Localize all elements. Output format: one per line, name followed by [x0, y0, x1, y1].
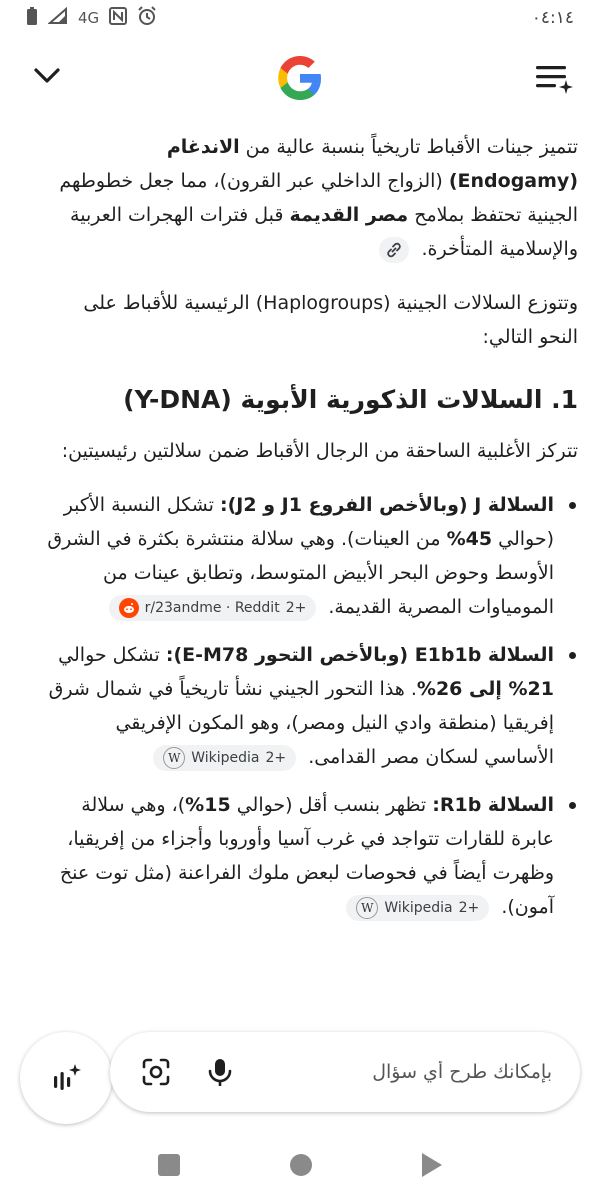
search-bar: [110, 1032, 580, 1112]
ai-menu-button[interactable]: [534, 60, 574, 96]
header: [0, 40, 600, 112]
status-bar: [0, 0, 600, 36]
sparkle-list-icon: [534, 60, 574, 96]
search-input[interactable]: [240, 1060, 554, 1084]
back-button[interactable]: [422, 1153, 442, 1177]
sparkle-bars-icon: [50, 1062, 82, 1094]
haplogroup-list: [44, 488, 578, 924]
haplogroups-paragraph: وتتوزع السلالات الجينية (Haplogroups) الرئيسية للأقباط على النحو التالي:: [83, 292, 578, 348]
system-nav-bar: [0, 1130, 600, 1200]
voice-search-button[interactable]: [200, 1052, 240, 1092]
source-chip[interactable]: [346, 895, 489, 921]
chevron-down-icon: [30, 58, 64, 92]
source-chip[interactable]: [153, 745, 296, 771]
ai-mode-button[interactable]: [20, 1032, 112, 1124]
source-name: Wikipedia: [191, 749, 260, 766]
network-type: 4G: [78, 9, 100, 27]
nfc-icon: [109, 7, 127, 29]
bottom-bar: [0, 1010, 600, 1130]
reddit-icon: [119, 598, 139, 618]
list-item: السلالة R1b: تظهر بنسب أقل (حوالي 15%)، وهي سلالة عابرة للقارات تتواجد في غرب آسيا وأوروبا وأجزاء من إفريقيا، وظهرت أيضاً في فحوصات لبعض ملوك الفراعنة (مثل توت عنخ آمون). W Wikipedia 2+: [44, 788, 554, 924]
source-count: 2+: [285, 599, 307, 616]
list-item: السلالة J (وبالأخص الفروع J1 و J2): تشكل النسبة الأكبر (حوالي 45% من العينات). وهي سلالة منتشرة بكثرة في الشرق الأوسط وحوض البحر الأبيض المتوسط، وتطابق عينات من المومياوات المصرية القديمة. r/23andme · Reddit 2+: [44, 488, 554, 624]
ai-answer: [44, 130, 578, 938]
status-icons: [26, 6, 157, 30]
microphone-icon: [207, 1057, 233, 1087]
collapse-button[interactable]: [30, 58, 64, 92]
section-intro: تتركز الأغلبية الساحقة من الرجال الأقباط ضمن سلالتين رئيسيتين:: [61, 440, 578, 462]
source-chip[interactable]: [109, 595, 317, 621]
lens-button[interactable]: [136, 1052, 176, 1092]
link-icon: [385, 241, 403, 259]
source-link-button[interactable]: [379, 237, 409, 263]
wikipedia-icon: W: [163, 747, 185, 769]
source-count: 2+: [265, 749, 287, 766]
camera-lens-icon: [141, 1057, 171, 1087]
section-title: 1. السلالات الذكورية الأبوية (Y-DNA): [123, 385, 578, 414]
intro-paragraph: تتميز جينات الأقباط تاريخياً بنسبة عالية من الاندغام (Endogamy) (الزواج الداخلي عبر القرون)، مما جعل خطوطهم الجينية تحتفظ بملامح مصر القديمة قبل فترات الهجرات العربية والإسلامية المتأخرة.: [44, 130, 578, 266]
source-name: r/23andme · Reddit: [144, 599, 280, 616]
signal-icon: [48, 7, 68, 29]
home-button[interactable]: [290, 1154, 312, 1176]
clock: ٠٤:١٤: [531, 8, 574, 28]
wikipedia-icon: W: [356, 897, 378, 919]
source-count: 2+: [458, 899, 480, 916]
alarm-icon: [137, 6, 157, 30]
recents-button[interactable]: [158, 1154, 180, 1176]
battery-icon: [26, 6, 38, 30]
google-logo: [274, 52, 326, 104]
source-name: Wikipedia: [384, 899, 453, 916]
list-item: السلالة E1b1b (وبالأخص التحور E-M78): تشكل حوالي 21% إلى 26%. هذا التحور الجيني نشأ تاريخياً في شمال شرق إفريقيا (منطقة وادي النيل ومصر)، وهو المكون الإفريقي الأساسي لسكان مصر القدامى. W Wikipedia 2+: [44, 638, 554, 774]
